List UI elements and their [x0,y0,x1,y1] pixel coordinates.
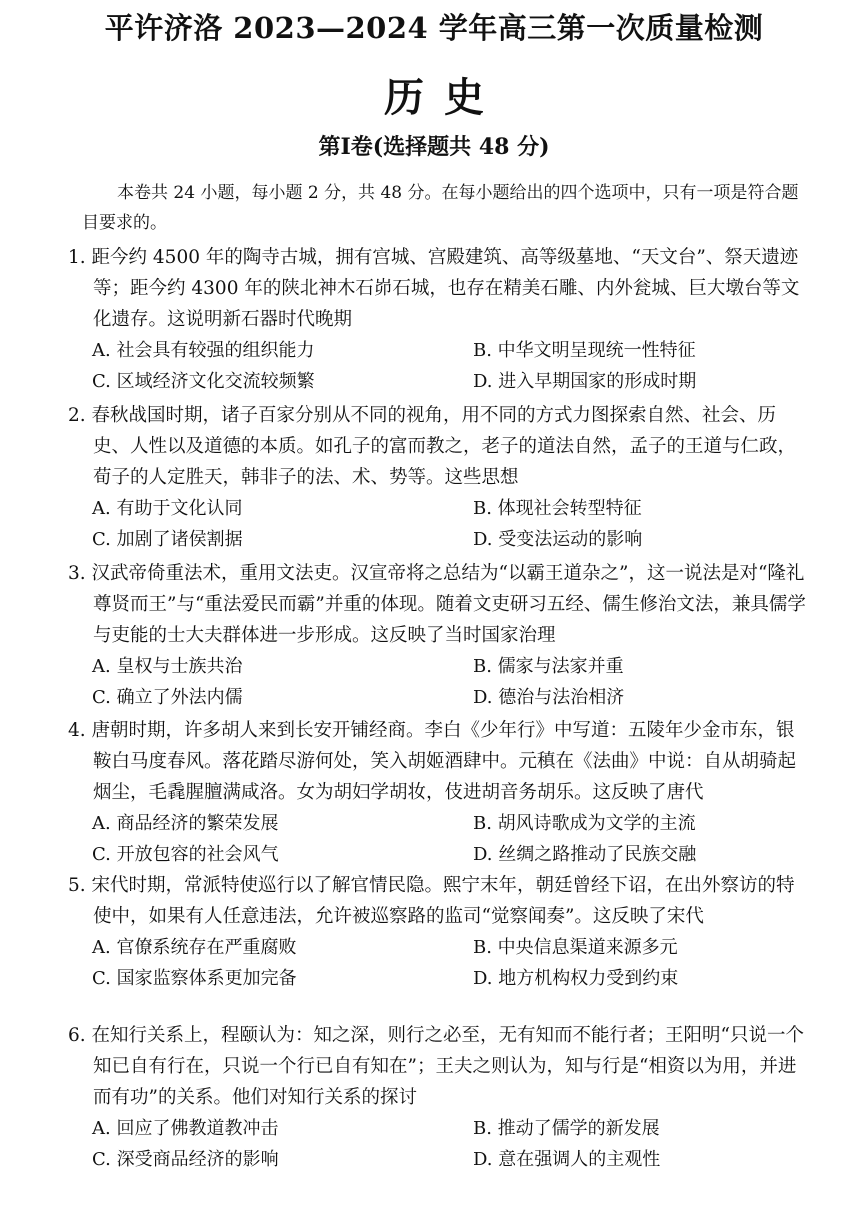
question-4-option-d: D. 丝绸之路推动了民族交融 [473,844,697,865]
question-1-option-c: C. 区域经济文化交流较频繁 [92,371,315,392]
question-6-options [68,1113,813,1175]
question-2-options [68,493,813,555]
question-3-option-d: D. 德治与法治相济 [473,687,625,708]
question-1-option-d: D. 进入早期国家的形成时期 [473,371,697,392]
question-4-options [68,808,813,870]
question-2-option-a: A. 有助于文化认同 [92,498,243,519]
question-2 [68,400,813,555]
section-heading: 第Ⅰ卷(选择题共 48 分) [318,134,550,160]
section-instructions: 本卷共 24 小题，每小题 2 分，共 48 分。在每小题给出的四个选项中，只有一项是符合题目要求的。 [82,183,799,233]
question-4 [68,715,813,870]
question-1 [68,242,813,397]
question-5-text: 5. 宋代时期，常派特使巡行以了解官情民隐。熙宁末年，朝廷曾经下诏，在出外察访的特使中，如果有人任意违法，允许被巡察路的监司“觉察闻奏”。这反映了宋代 [68,875,795,927]
question-3-options [68,651,813,713]
question-5-option-b: B. 中央信息渠道来源多元 [473,937,678,958]
question-2-text: 2. 春秋战国时期，诸子百家分别从不同的视角，用不同的方式力图探索自然、社会、历史、人性以及道德的本质。如孔子的富而教之，老子的道法自然，孟子的王道与仁政，荀子的人定胜天，韩非子的法、术、势等。这些思想 [68,405,797,488]
question-3-option-c: C. 确立了外法内儒 [92,687,243,708]
question-3 [68,558,813,713]
question-5 [68,870,813,994]
subject-title: 历史 [384,74,504,121]
question-2-option-c: C. 加剧了诸侯割据 [92,529,243,550]
question-1-option-a: A. 社会具有较强的组织能力 [92,340,315,361]
question-3-text: 3. 汉武帝倚重法术，重用文法吏。汉宣帝将之总结为“以霸王道杂之”，这一说法是对“隆礼尊贤而王”与“重法爱民而霸”并重的体现。随着文吏研习五经、儒生修治文法，兼具儒学与吏能的士大夫群体进一步形成。这反映了当时国家治理 [68,563,806,646]
question-5-option-a: A. 官僚系统存在严重腐败 [92,937,297,958]
question-4-option-b: B. 胡风诗歌成为文学的主流 [473,813,696,834]
question-5-options [68,932,813,994]
question-1-options [68,335,813,397]
question-6 [68,1020,813,1175]
question-5-option-c: C. 国家监察体系更加完备 [92,968,297,989]
question-6-option-b: B. 推动了儒学的新发展 [473,1118,660,1139]
exam-title: 平许济洛 2023—2024 学年高三第一次质量检测 [104,11,764,45]
question-2-option-b: B. 体现社会转型特征 [473,498,642,519]
question-4-text: 4. 唐朝时期，许多胡人来到长安开铺经商。李白《少年行》中写道：五陵年少金市东，银鞍白马度春风。落花踏尽游何处，笑入胡姬酒肆中。元稹在《法曲》中说：自从胡骑起烟尘，毛毳腥膻满咸洛。女为胡妇学胡妆，伎进胡音务胡乐。这反映了唐代 [68,720,797,803]
question-6-text: 6. 在知行关系上，程颐认为：知之深，则行之必至，无有知而不能行者；王阳明“只说一个知已自有行在，只说一个行已自有知在”；王夫之则认为，知与行是“相资以为用，并进而有功”的关系。他们对知行关系的探讨 [68,1025,804,1108]
question-6-option-d: D. 意在强调人的主观性 [473,1149,661,1170]
question-5-option-d: D. 地方机构权力受到约束 [473,968,679,989]
question-1-text: 1. 距今约 4500 年的陶寺古城，拥有宫城、宫殿建筑、高等级墓地、“天文台”、祭天遗迹等；距今约 4300 年的陕北神木石峁石城，也存在精美石雕、内外瓮城、巨大墩台等文化遗存。这说明新石器时代晚期 [68,247,800,330]
question-1-option-b: B. 中华文明呈现统一性特征 [473,340,696,361]
question-6-option-c: C. 深受商品经济的影响 [92,1149,279,1170]
question-6-option-a: A. 回应了佛教道教冲击 [92,1118,279,1139]
question-2-option-d: D. 受变法运动的影响 [473,529,643,550]
question-3-option-b: B. 儒家与法家并重 [473,656,624,677]
question-3-option-a: A. 皇权与士族共治 [92,656,243,677]
question-4-option-a: A. 商品经济的繁荣发展 [92,813,279,834]
question-4-option-c: C. 开放包容的社会风气 [92,844,279,865]
